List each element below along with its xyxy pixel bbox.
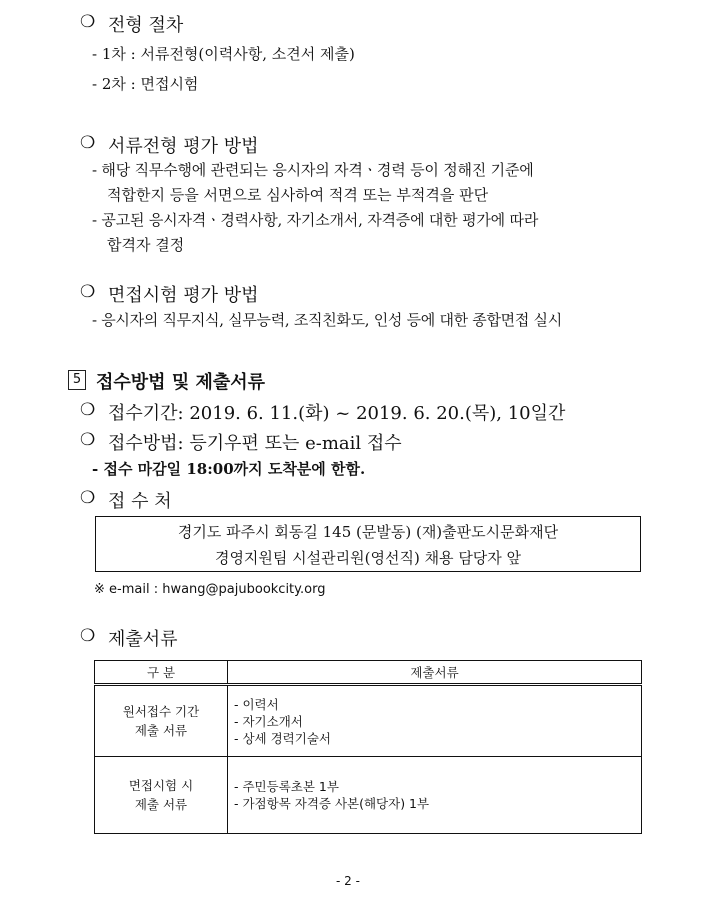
doc-eval-item-2: - 공고된 응시자격ㆍ경력사항, 자기소개서, 자격증에 대한 평가에 따라 [92,211,539,229]
section-title: 접수방법 및 제출서류 [96,372,266,393]
doc-eval-item-1: - 해당 직무수행에 관련되는 응시자의 자격ㆍ경력 등이 정해진 기준에 [92,161,534,179]
procedure-item-2: - 2차 : 면접시험 [92,75,199,93]
row-label [95,757,228,834]
interview-eval-item: - 응시자의 직무지식, 실무능력, 조직친화도, 인성 등에 대한 종합면접 실시 [92,311,562,329]
list-item: - 상세 경력기술서 [234,730,331,746]
row-items [228,757,642,834]
bullet-icon: ❍ [80,626,96,646]
list-item: - 이력서 [234,696,279,712]
documents-table [94,660,642,834]
section-number-box: 5 [68,370,86,390]
row-label-line-1: 원서접수 기간 [122,704,200,719]
list-item: - 주민등록초본 1부 [234,779,339,794]
procedure-heading: 전형 절차 [108,15,184,36]
list-item: - 가점항목 자격증 사본(해당자) 1부 [234,796,430,811]
bullet-icon: ❍ [80,282,96,302]
deadline-note: - 접수 마감일 18:00까지 도착분에 한함. [92,460,366,478]
bullet-icon: ❍ [80,430,96,450]
address-line-2: 경영지원팀 시설관리원(영선직) 채용 담당자 앞 [214,549,522,567]
row-label [95,685,228,757]
address-line-1: 경기도 파주시 회동길 145 (문발동) (재)출판도시문화재단 [177,523,559,541]
procedure-item-1: - 1차 : 서류전형(이력사항, 소견서 제출) [92,45,355,63]
page-number: - 2 - [336,874,360,888]
docs-heading: 제출서류 [108,629,178,650]
row-label-line-2: 제출 서류 [134,797,188,812]
email-note[interactable]: ※ e-mail : hwang@pajubookcity.org [94,582,326,597]
receipt-place-heading: 접 수 처 [108,491,172,512]
row-label-line-1: 면접시험 시 [128,778,194,793]
receipt-method: 접수방법: 등기우편 또는 e-mail 접수 [108,433,402,454]
bullet-icon: ❍ [80,488,96,508]
header-documents: 제출서류 [228,661,642,685]
table-row [95,685,642,757]
row-label-line-2: 제출 서류 [134,723,188,738]
row-items [228,685,642,757]
bullet-icon: ❍ [80,400,96,420]
bullet-icon: ❍ [80,133,96,153]
bullet-icon: ❍ [80,12,96,32]
header-category: 구 분 [95,661,228,685]
interview-eval-heading: 면접시험 평가 방법 [108,285,259,306]
doc-eval-item-2-cont: 합격자 결정 [107,236,185,254]
address-box [95,516,641,572]
receipt-period: 접수기간: 2019. 6. 11.(화) ~ 2019. 6. 20.(목), 10일간 [108,403,566,424]
table-row [95,757,642,834]
doc-eval-heading: 서류전형 평가 방법 [108,136,259,157]
list-item: - 자기소개서 [234,713,303,729]
doc-eval-item-1-cont: 적합한지 등을 서면으로 심사하여 적격 또는 부적격을 판단 [107,186,489,204]
table-header-row [95,661,642,685]
